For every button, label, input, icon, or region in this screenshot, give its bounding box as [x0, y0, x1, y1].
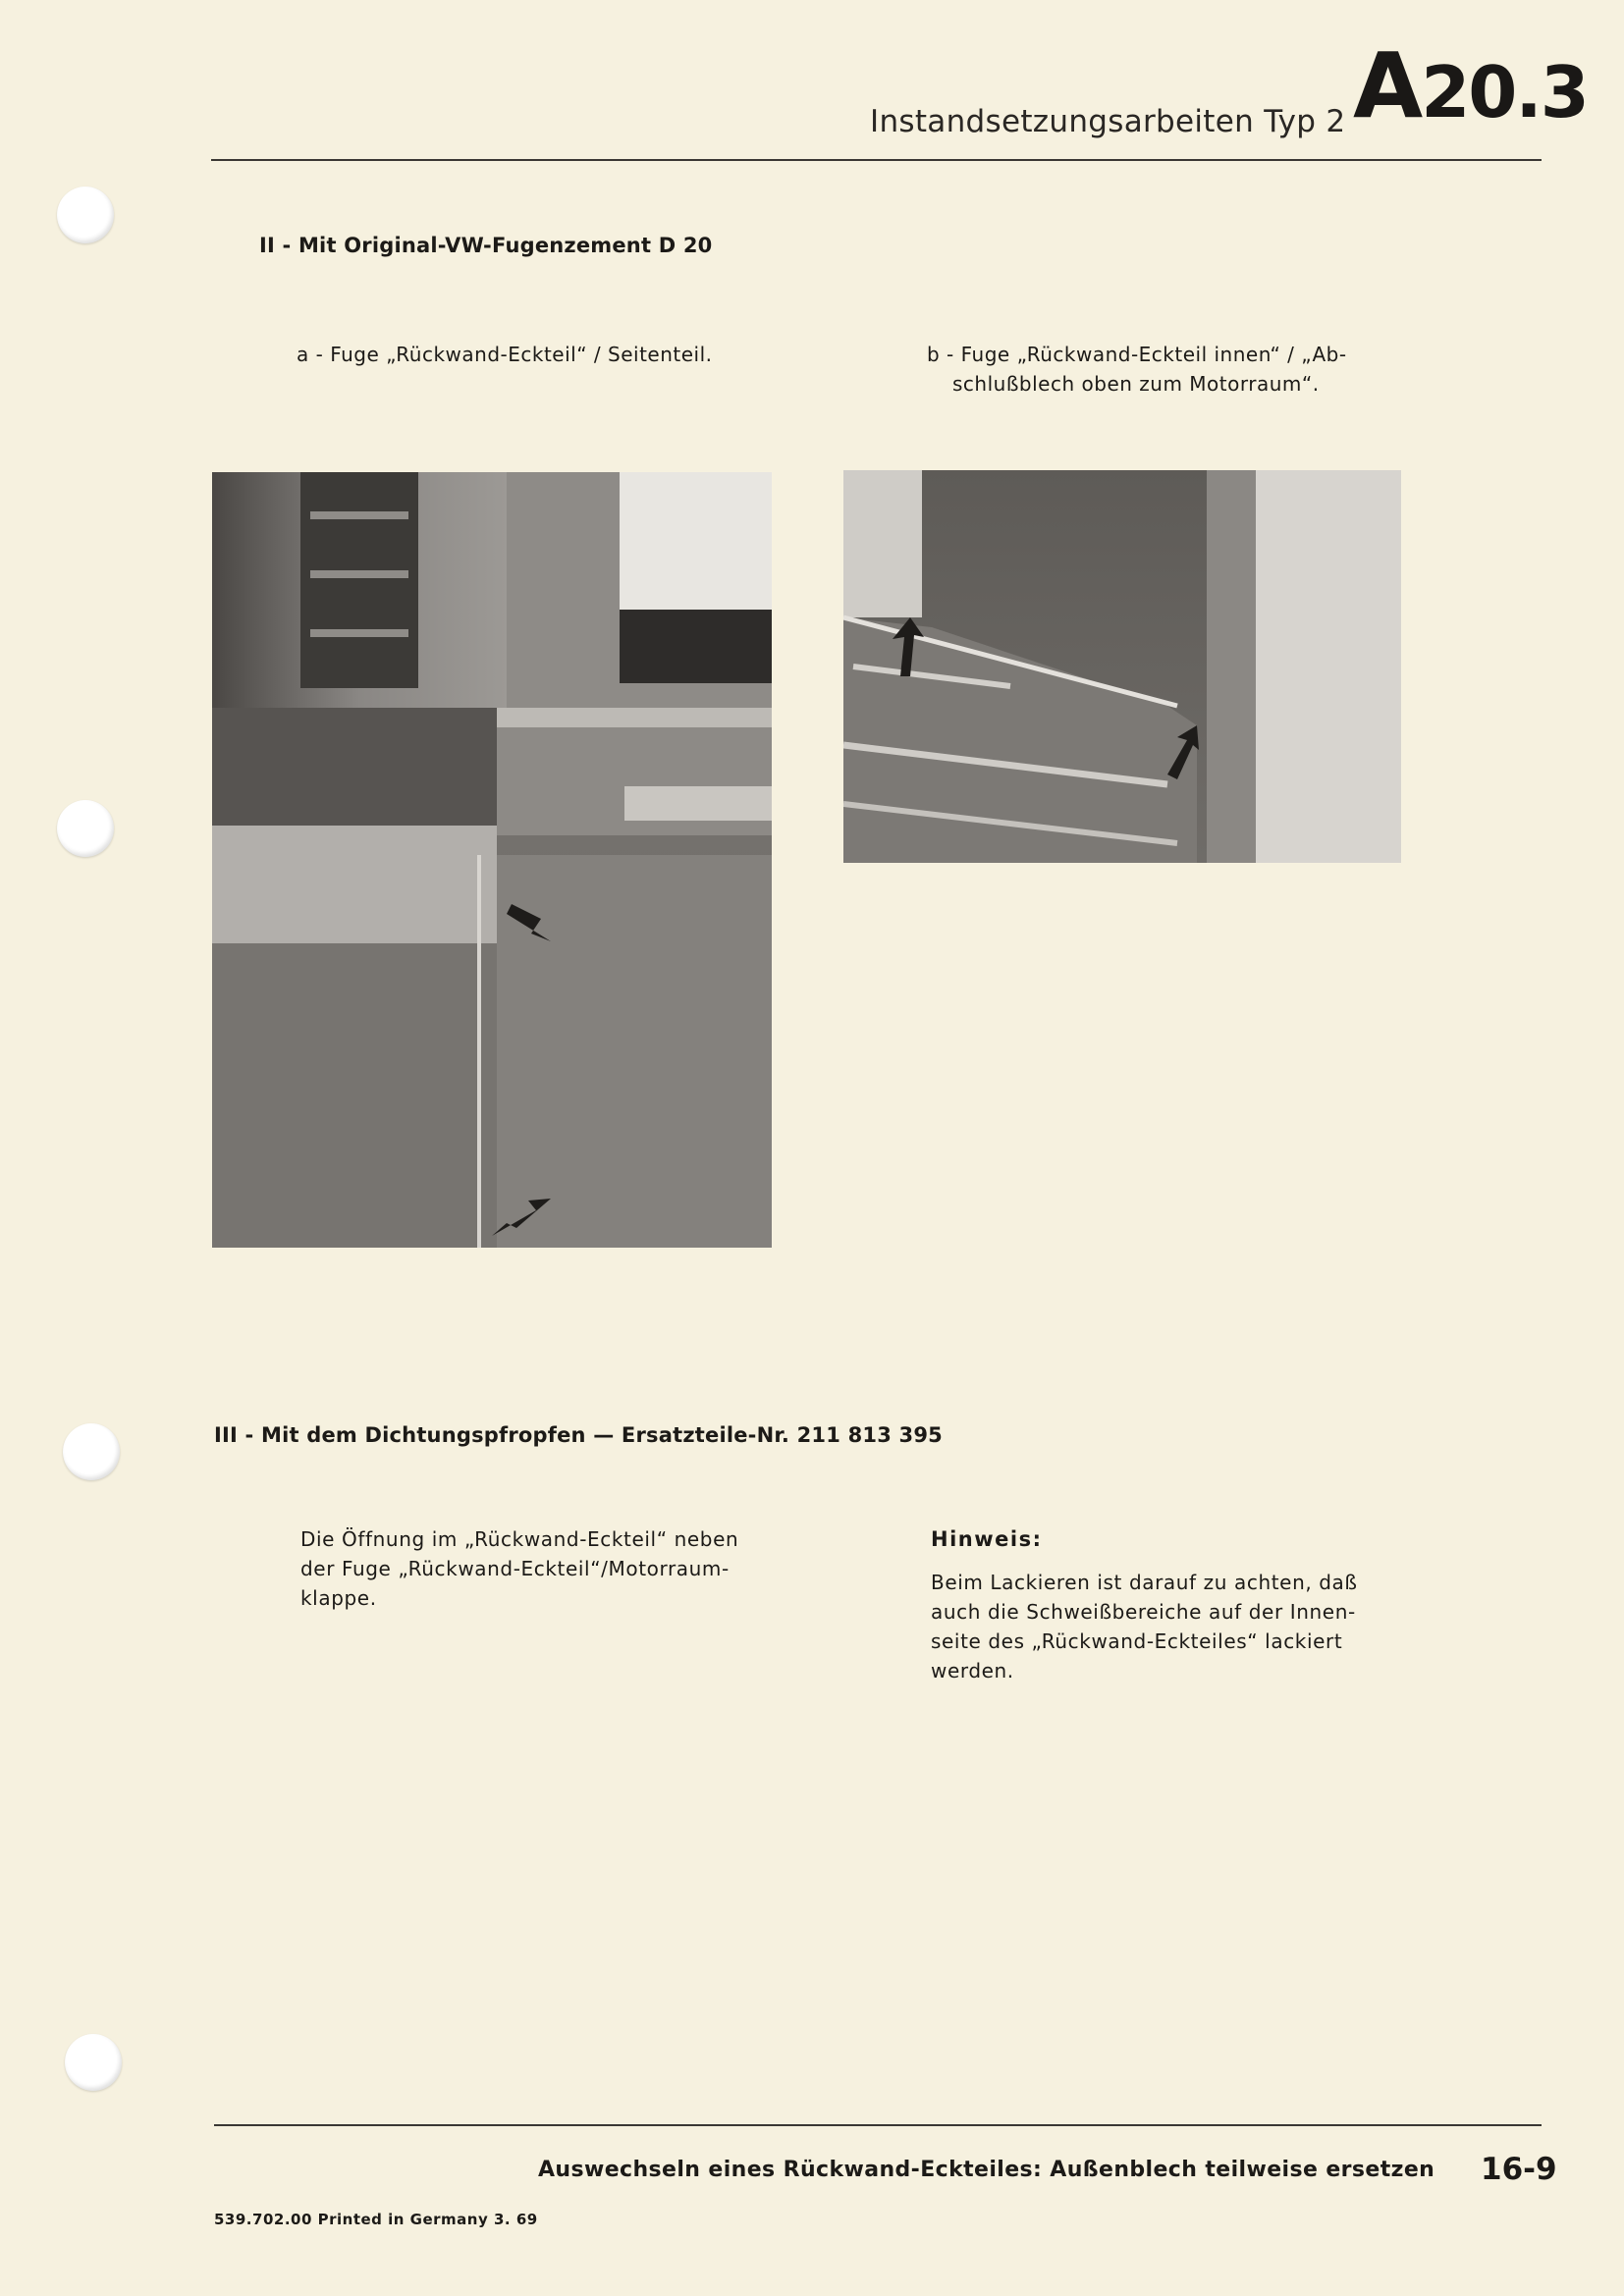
section-3-text-line-2: der Fuge „Rückwand-Eckteil“/Motorraum- — [300, 1557, 730, 1580]
section-3-text — [300, 1524, 791, 1613]
punch-hole-3 — [63, 1423, 120, 1480]
caption-b-line-1: b - Fuge „Rückwand-Eckteil innen“ / „Ab- — [927, 343, 1347, 366]
imprint: 539.702.00 Printed in Germany 3. 69 — [214, 2211, 538, 2228]
note-title: Hinweis: — [931, 1527, 1043, 1551]
note-line-4: werden. — [931, 1659, 1014, 1682]
footer-rule — [214, 2124, 1542, 2126]
section-code-letter: A — [1353, 33, 1422, 138]
caption-a: a - Fuge „Rückwand-Eckteil“ / Seitenteil. — [297, 343, 713, 366]
punch-hole-2 — [57, 800, 114, 857]
section-2-heading: II - Mit Original-VW-Fugenzement D 20 — [259, 234, 713, 257]
note-text — [931, 1568, 1412, 1685]
section-code-number: 20.3 — [1421, 51, 1588, 133]
section-3-text-line-1: Die Öffnung im „Rückwand-Eckteil“ neben — [300, 1527, 739, 1551]
note-line-1: Beim Lackieren ist darauf zu achten, daß — [931, 1571, 1358, 1594]
page-number: 16-9 — [1481, 2152, 1557, 2187]
caption-b — [927, 340, 1347, 399]
caption-b-line-2: schlußblech oben zum Motorraum“. — [952, 372, 1320, 396]
punch-hole-4 — [65, 2034, 122, 2091]
page-header-title: Instandsetzungsarbeiten Typ 2 — [870, 104, 1346, 139]
punch-hole-1 — [57, 187, 114, 243]
note-line-2: auch die Schweißbereiche auf der Innen- — [931, 1600, 1356, 1624]
note-line-3: seite des „Rückwand-Eckteiles“ lackiert — [931, 1629, 1343, 1653]
section-3-heading: III - Mit dem Dichtungspfropfen — Ersatzteile-Nr. 211 813 395 — [214, 1423, 943, 1447]
photo-a — [212, 472, 772, 1248]
photo-b — [843, 470, 1401, 863]
footer-title: Auswechseln eines Rückwand-Eckteiles: Außenblech teilweise ersetzen — [538, 2158, 1435, 2182]
section-3-text-line-3: klappe. — [300, 1586, 377, 1610]
section-code — [1353, 33, 1588, 138]
header-rule — [211, 159, 1542, 161]
